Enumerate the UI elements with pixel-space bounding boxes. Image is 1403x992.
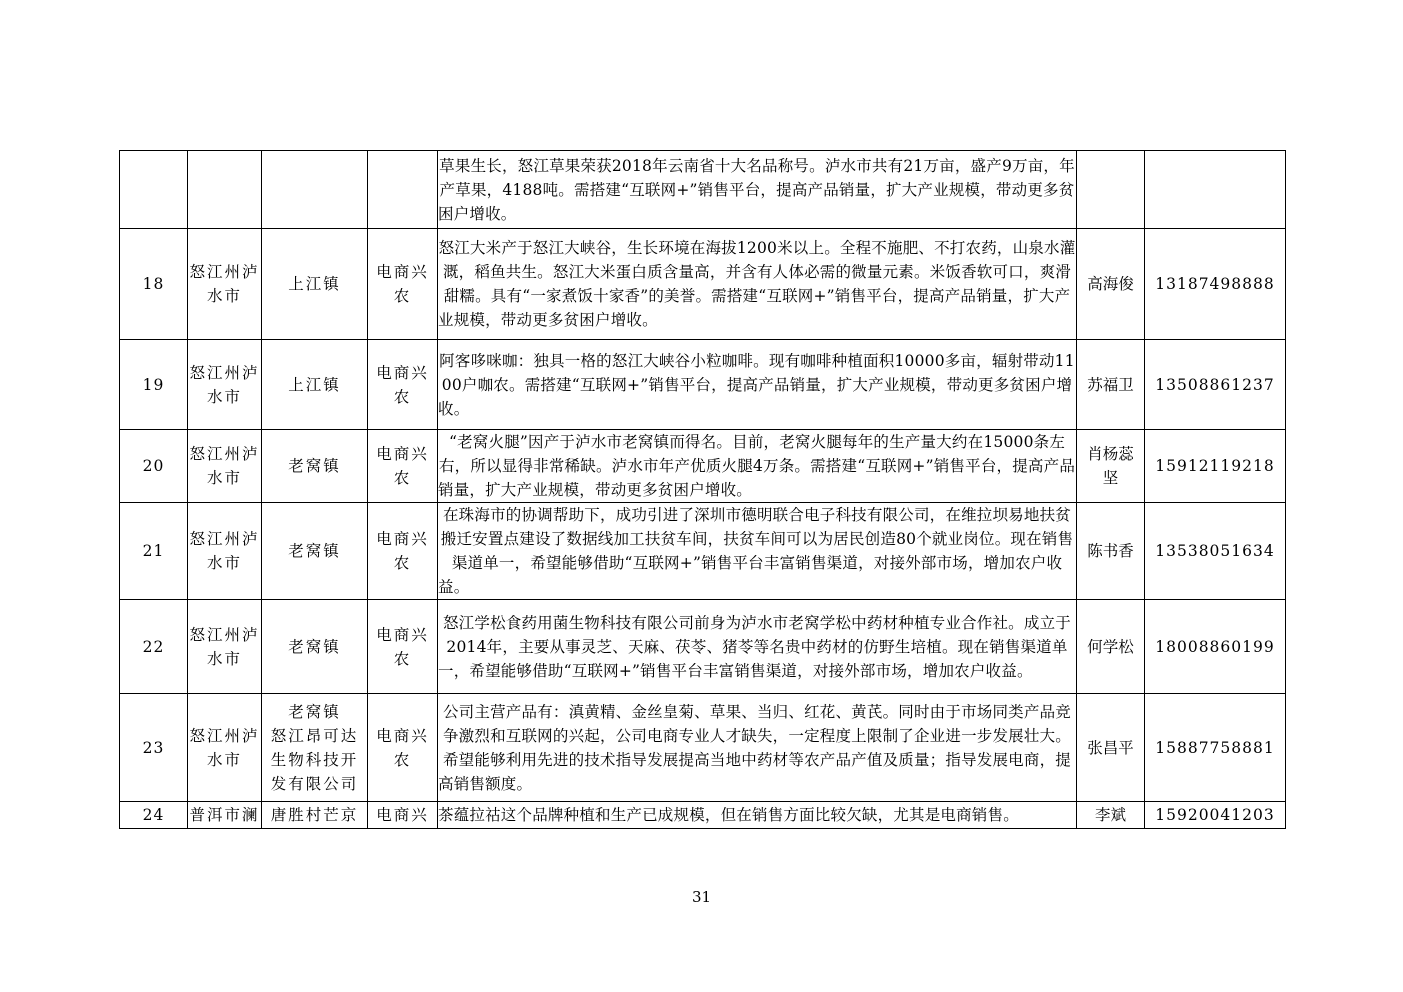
town-cell [262,802,368,829]
table-row [120,340,1286,430]
city-cell-line: 水市 [206,649,242,668]
description-cell: 阿客哆咪咖：独具一格的怒江大峡谷小粒咖啡。现有咖啡种植面积10000多亩，辐射带动1100户咖农。需搭建“互联网+”销售平台，提高产品销量，扩大产业规模，带动更多贫困户增收。 [438,340,1077,430]
category-cell-line: 农 [393,469,412,487]
city-cell-line: 怒江州泸 [189,445,260,463]
town-cell [262,151,368,229]
contact-cell-line: 坚 [1102,469,1119,487]
town-cell [262,229,368,340]
contact-cell [1077,802,1145,829]
page-number: 31 [691,888,712,906]
city-cell [188,503,262,600]
city-cell-line: 怒江州泸 [189,363,260,382]
city-cell [188,694,262,802]
description-cell: “老窝火腿”因产于泸水市老窝镇而得名。目前，老窝火腿每年的生产量大约在15000条左右，所以显得非常稀缺。泸水市年产优质火腿4万条。需搭建“互联网+”销售平台，提高产品销量，扩大产业规模，带动更多贫困户增收。 [438,430,1077,503]
town-cell-line: 发有限公司 [270,774,359,793]
town-cell [262,600,368,694]
phone-cell: 13538051634 [1145,503,1286,600]
town-cell-line: 怒江昂可达 [270,726,359,745]
city-cell-line: 怒江州泸 [189,530,260,548]
category-cell-line: 农 [393,649,412,668]
category-cell-line: 农 [393,750,412,769]
city-cell [188,802,262,829]
description-cell: 在珠海市的协调帮助下，成功引进了深圳市德明联合电子科技有限公司，在维拉坝易地扶贫搬迁安置点建设了数据线加工扶贫车间，扶贫车间可以为居民创造80个就业岗位。现在销售渠道单一，希望能够借助“互联网+”销售平台丰富销售渠道，对接外部市场，增加农户收益。 [438,503,1077,600]
category-cell-line: 电商兴 [376,726,429,745]
town-cell-line: 老窝镇 [288,457,341,475]
contact-cell-line: 陈书香 [1087,542,1134,560]
row-number: 19 [120,340,188,430]
town-cell-line: 老窝镇 [288,702,341,721]
row-number: 20 [120,430,188,503]
category-cell-line: 电商兴 [376,806,429,824]
contact-cell [1077,503,1145,600]
category-cell [368,340,438,430]
description-cell: 公司主营产品有：滇黄精、金丝皇菊、草果、当归、红花、黄芪。同时由于市场同类产品竞争激烈和互联网的兴起，公司电商专业人才缺失，一定程度上限制了企业进一步发展壮大。希望能够利用先进的技术指导发展提高当地中药材等农产品产值及质量；指导发展电商，提高销售额度。 [438,694,1077,802]
city-cell-line: 怒江州泸 [189,726,260,745]
city-cell-line: 水市 [206,469,242,487]
city-cell-line: 水市 [206,554,242,572]
city-cell [188,600,262,694]
row-number [120,151,188,229]
city-cell-line: 水市 [206,750,242,769]
description-cell: 怒江学松食药用菌生物科技有限公司前身为泸水市老窝学松中药材种植专业合作社。成立于2014年，主要从事灵芝、天麻、茯苓、猪苓等名贵中药材的仿野生培植。现在销售渠道单一，希望能够借助“互联网+”销售平台丰富销售渠道，对接外部市场，增加农户收益。 [438,600,1077,694]
contact-cell-line: 李斌 [1094,806,1126,824]
data-table [119,150,1286,829]
phone-cell: 15920041203 [1145,802,1286,829]
category-cell [368,694,438,802]
town-cell-line: 生物科技开 [270,750,359,769]
table-row [120,151,1286,229]
row-number: 24 [120,802,188,829]
phone-cell: 13187498888 [1145,229,1286,340]
description-cell: 茶蕴拉祜这个品牌种植和生产已成规模，但在销售方面比较欠缺，尤其是电商销售。 [438,802,1077,829]
category-cell-line: 电商兴 [376,363,429,382]
row-number: 22 [120,600,188,694]
town-cell [262,340,368,430]
contact-cell [1077,229,1145,340]
contact-cell-line: 苏福卫 [1087,375,1134,394]
table-row [120,694,1286,802]
category-cell-line: 农 [393,387,412,406]
contact-cell [1077,694,1145,802]
town-cell-line: 上江镇 [288,275,341,293]
phone-cell: 15912119218 [1145,430,1286,503]
city-cell-line: 水市 [206,387,242,406]
town-cell [262,694,368,802]
contact-cell-line: 高海俊 [1087,275,1134,293]
category-cell-line: 电商兴 [376,530,429,548]
town-cell-line: 唐胜村芒京 [270,806,359,824]
city-cell-line: 怒江州泸 [189,625,260,644]
row-number: 21 [120,503,188,600]
city-cell [188,340,262,430]
contact-cell [1077,600,1145,694]
city-cell-line: 普洱市澜 [189,806,260,824]
category-cell [368,229,438,340]
category-cell [368,503,438,600]
contact-cell-line: 肖杨蕊 [1087,445,1134,463]
town-cell [262,503,368,600]
category-cell [368,151,438,229]
city-cell [188,151,262,229]
town-cell-line: 老窝镇 [288,637,341,656]
category-cell [368,430,438,503]
category-cell-line: 电商兴 [376,263,429,281]
city-cell [188,430,262,503]
category-cell-line: 农 [393,554,412,572]
description-cell: 怒江大米产于怒江大峡谷，生长环境在海拔1200米以上。全程不施肥、不打农药，山泉水灌溉，稻鱼共生。怒江大米蛋白质含量高，并含有人体必需的微量元素。米饭香软可口，爽滑甜糯。具有“一家煮饭十家香”的美誉。需搭建“互联网+”销售平台，提高产品销量，扩大产业规模，带动更多贫困户增收。 [438,229,1077,340]
category-cell-line: 电商兴 [376,445,429,463]
phone-cell [1145,151,1286,229]
city-cell-line: 怒江州泸 [189,263,260,281]
city-cell [188,229,262,340]
table-row [120,503,1286,600]
table-row [120,229,1286,340]
contact-cell-line: 张昌平 [1087,738,1134,757]
town-cell [262,430,368,503]
phone-cell: 13508861237 [1145,340,1286,430]
table-row [120,430,1286,503]
table-row [120,802,1286,829]
category-cell [368,802,438,829]
phone-cell: 15887758881 [1145,694,1286,802]
city-cell-line: 水市 [206,287,242,305]
table-row [120,600,1286,694]
town-cell-line: 老窝镇 [288,542,341,560]
contact-cell [1077,151,1145,229]
category-cell-line: 电商兴 [376,625,429,644]
category-cell [368,600,438,694]
town-cell-line: 上江镇 [288,375,341,394]
row-number: 18 [120,229,188,340]
row-number: 23 [120,694,188,802]
contact-cell-line: 何学松 [1087,637,1134,656]
description-cell: 草果生长，怒江草果荣获2018年云南省十大名品称号。泸水市共有21万亩，盛产9万亩，年产草果，4188吨。需搭建“互联网+”销售平台，提高产品销量，扩大产业规模，带动更多贫困户增收。 [438,151,1077,229]
contact-cell [1077,340,1145,430]
category-cell-line: 农 [393,287,412,305]
phone-cell: 18008860199 [1145,600,1286,694]
contact-cell [1077,430,1145,503]
